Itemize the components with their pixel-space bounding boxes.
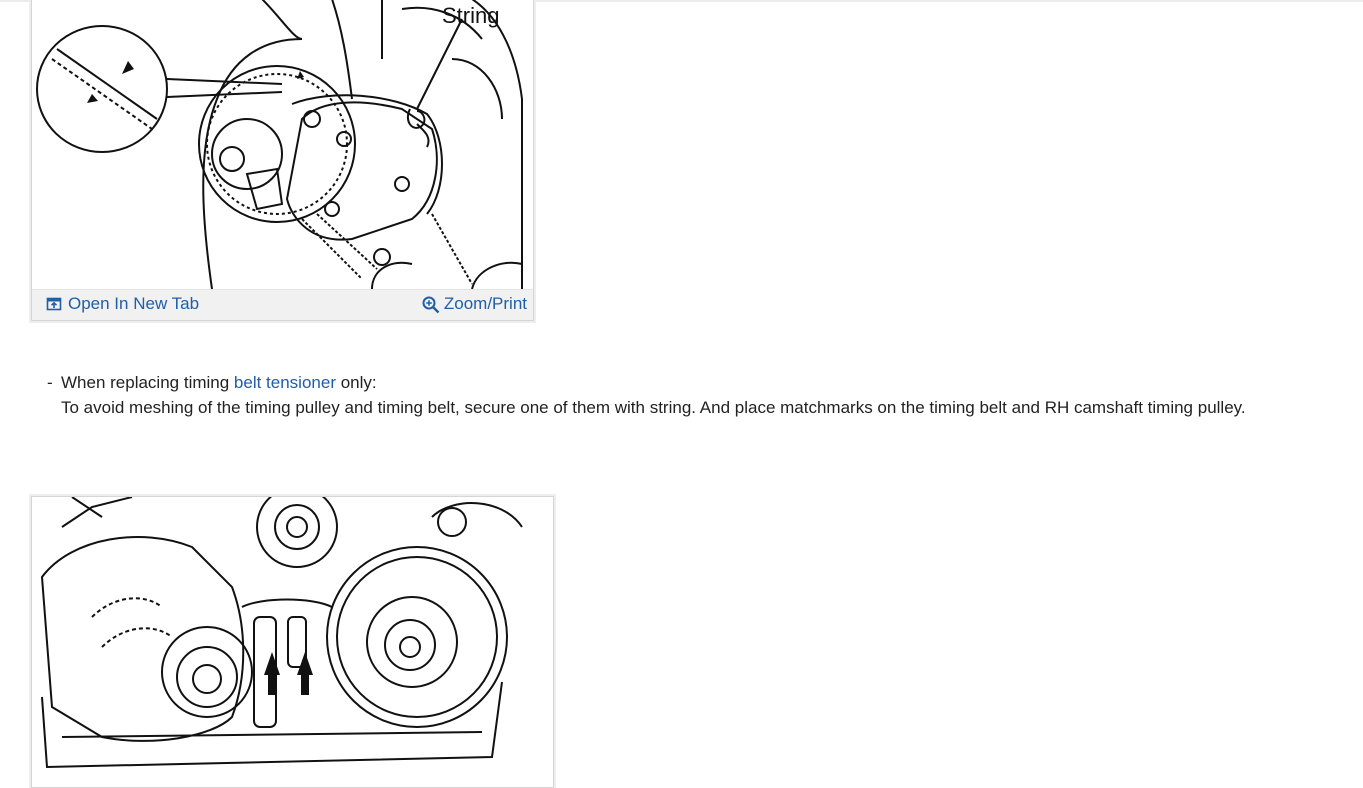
step-suffix: only: [336, 373, 377, 392]
belt-tensioner-link[interactable]: belt tensioner [233, 373, 336, 392]
step-bullet: - [47, 373, 53, 392]
zoom-print-label: Zoom/Print [443, 294, 527, 313]
string-callout-label: String [442, 3, 500, 28]
zoom-print-button[interactable] [422, 294, 527, 314]
step-prefix: When replacing timing [61, 373, 234, 392]
step-instruction [31, 395, 1271, 420]
figure-toolbar [32, 289, 533, 320]
zoom-in-icon [422, 296, 438, 312]
engine-front-illustration [32, 497, 553, 787]
open-in-new-tab-button[interactable] [46, 294, 199, 314]
open-in-new-tab-icon [46, 296, 62, 312]
timing-belt-string-illustration [32, 0, 533, 289]
open-in-new-tab-label: Open In New Tab [68, 294, 200, 313]
instruction-text: To avoid meshing of the timing pulley and timing belt, secure one of them with string. And place matchmarks on the timing belt and RH camshaft timing pulley. [61, 398, 1246, 417]
figure-engine-front [31, 496, 554, 788]
step-heading [31, 370, 377, 395]
figure-timing-belt-string [31, 0, 534, 321]
